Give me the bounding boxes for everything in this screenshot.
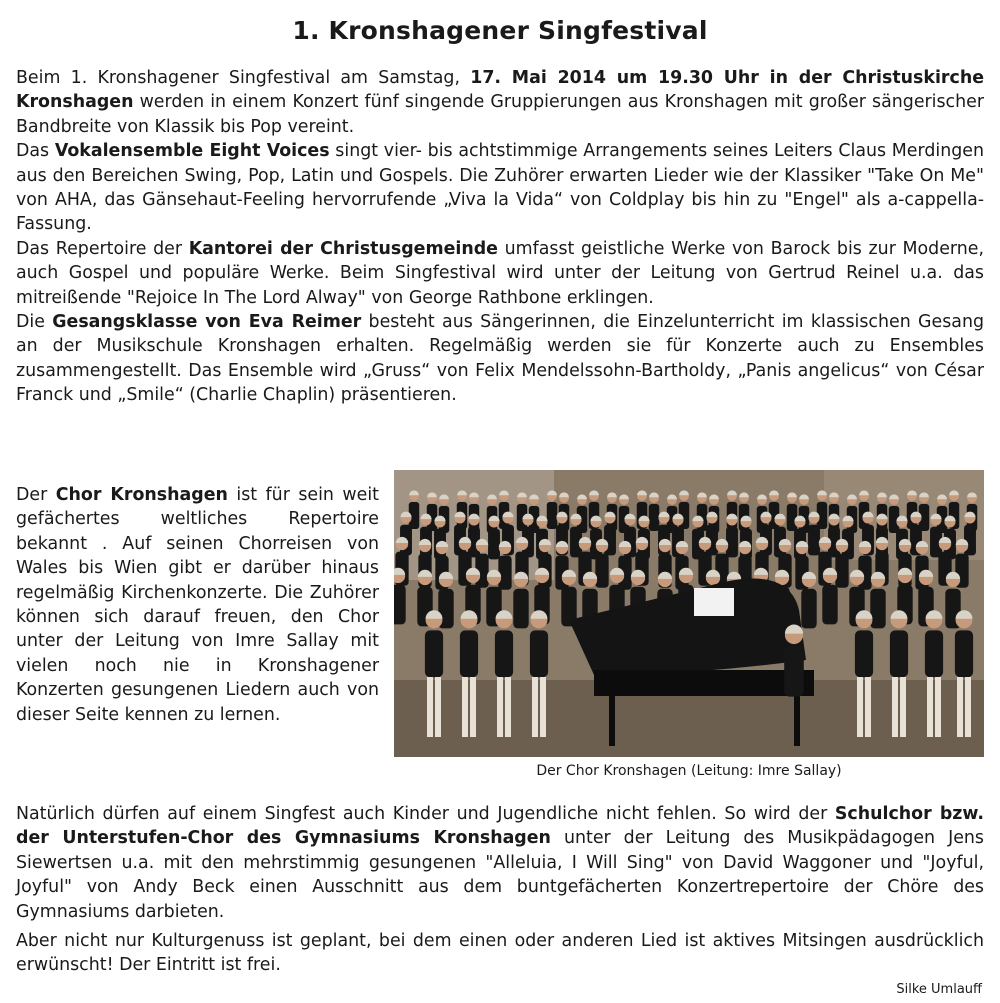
piano-leg: [794, 696, 800, 746]
highlight-kantorei: Kantorei der Christusgemeinde: [188, 238, 498, 259]
front-singer-7-leg: [965, 677, 971, 737]
paragraph-gesangsklasse: [16, 310, 984, 408]
front-singer-6-leg: [927, 677, 933, 737]
front-singer-4-leg: [857, 677, 863, 737]
choir-singer-9-body: [547, 502, 558, 529]
pianist-body: [784, 646, 804, 696]
highlight-date-venue: 17. Mai 2014 um 19.30 Uhr in der Christuskirche Kronshagen: [16, 68, 984, 113]
highlight-ensemble: Vokalensemble Eight Voices: [54, 141, 330, 162]
choir-singer-43-body: [488, 529, 500, 560]
paragraph-chor-kronshagen: [16, 483, 379, 727]
text: Die: [16, 312, 53, 333]
paragraph-kantorei: [16, 237, 984, 310]
choir-singer-25-body: [787, 504, 798, 531]
front-singer-7-leg: [957, 677, 963, 737]
intro-text: [16, 66, 984, 408]
text: Das Repertoire der: [16, 238, 189, 259]
text: besteht aus Sängerinnen, die Einzelunterricht im klassischen Gesang an der Musikschule Kronshagen erhalten. Regelmäßig werden sie für Konzerte auch zu Ensembles zusammengestellt. Das Ensemble wird „Gruss“ von Felix Mendelssohn-Bartholdy, „Panis angelicus“ von César Franck und „Smile“ (Charlie Chaplin) präsentieren.: [16, 312, 985, 406]
choir-singer-62-body: [808, 525, 820, 556]
paragraph-festival: [16, 66, 984, 139]
closing-text: [16, 802, 984, 978]
photo-caption: Der Chor Kronshagen (Leitung: Imre Sallay): [536, 763, 842, 779]
front-singer-4-body: [855, 630, 873, 677]
front-singer-7-body: [955, 630, 973, 677]
choir-singer-106-body: [513, 589, 528, 629]
choir-photo: [394, 470, 984, 757]
piano-keyboard-case: [594, 670, 814, 696]
page-title: 1. Kronshagener Singfestival: [292, 16, 708, 45]
front-singer-4-leg: [865, 677, 871, 737]
front-singer-2-leg: [505, 677, 511, 737]
paragraph-schulchor: [16, 802, 984, 924]
front-singer-1-body: [460, 630, 478, 677]
text: werden in einem Konzert fünf singende Gruppierungen aus Kronshagen mit großer sängerischer Bandbreite von Klassik bis Pop vereint.: [16, 92, 984, 137]
text: Das: [16, 141, 55, 162]
choir-singer-121-body: [870, 589, 885, 629]
text: umfasst geistliche Werke von Barock bis zur Moderne, auch Gospel und populäre Werke. Beim Singfestival wird unter der Leitung von Gertrud Reinel u.a. das mitreißende "Rejoice In The Lord Alway" von George Rathbone erklingen.: [16, 238, 985, 308]
front-singer-5-leg: [900, 677, 906, 737]
front-singer-5-leg: [892, 677, 898, 737]
highlight-gesangsklasse: Gesangsklasse von Eva Reimer: [52, 312, 362, 333]
front-singer-2-leg: [497, 677, 503, 737]
front-singer-6-leg: [935, 677, 941, 737]
paragraph-mitsingen: Aber nicht nur Kulturgenuss ist geplant, bei dem einen oder anderen Lied ist aktives Mitsingen ausdrücklich erwünscht! Der Eintritt ist frei.: [16, 931, 984, 976]
front-singer-2-body: [495, 630, 513, 677]
front-singer-5-body: [890, 630, 908, 677]
sheet-music: [694, 588, 734, 616]
text: Natürlich dürfen auf einem Singfest auch Kinder und Jugendliche nicht fehlen. So wird der: [16, 804, 835, 824]
piano-leg: [609, 696, 615, 746]
text: Der: [16, 485, 56, 505]
front-singer-0-body: [425, 630, 443, 677]
paragraph-eight-voices: [16, 139, 984, 237]
choir-singer-82-body: [595, 554, 608, 588]
front-singer-3-leg: [540, 677, 546, 737]
highlight-chor: Chor Kronshagen: [55, 485, 228, 505]
choir-singer-57-body: [726, 527, 738, 558]
text: singt vier- bis achtstimmige Arrangements seines Leiters Claus Merdingen aus den Bereichen Swing, Pop, Latin und Gospels. Die Zuhörer erwarten Lieder wie der Klassiker "Take On Me" von AHA, das Gänsehaut-Feeling hervorrufende „Viva la Vida“ von Coldplay bis hin zu "Engel" als a-cappella-Fassung.: [16, 141, 984, 235]
choir-singer-16-body: [649, 504, 660, 531]
front-singer-1-leg: [462, 677, 468, 737]
choir-singer-119-body: [822, 585, 837, 625]
text: ist für sein weit gefächertes weltliches Repertoire bekannt . Auf seinen Chorreisen von Wales bis Wien gibt er darüber hinaus regelmäßig Kirchenkonzerte. Die Zuhörer können sich darauf freuen, den Chor unter der Leitung von Imre Sallay mit vielen noch nie in Kronshagener Konzerten gesungenen Liedern auch von dieser Seite kennen zu lernen.: [16, 485, 379, 725]
text: unter der Leitung des Musikpädagogen Jens Siewertsen u.a. mit den mehrstimmig gesungenen "Alleluia, I Will Sing" von David Waggoner und "Joyful, Joyful" von Andy Beck einen Ausschnitt aus dem buntgefächerten Konzertrepertoire der Chöre des Gymnasiums darbieten.: [16, 828, 984, 922]
choir-photo-illustration: [394, 470, 984, 757]
choir-singer-101-body: [394, 585, 406, 625]
front-singer-3-leg: [532, 677, 538, 737]
front-singer-6-body: [925, 630, 943, 677]
text: Beim 1. Kronshagener Singfestival am Samstag,: [16, 68, 471, 88]
choir-singer-94-body: [835, 554, 848, 588]
author-signature: Silke Umlauff: [896, 982, 982, 997]
choir-singer-118-body: [801, 589, 816, 629]
front-singer-0-leg: [427, 677, 433, 737]
highlight-schulchor: Schulchor bzw. der Unterstufen-Chor des Gymnasiums Kronshagen: [16, 804, 984, 849]
front-singer-3-body: [530, 630, 548, 677]
choir-singer-77-body: [498, 556, 511, 590]
front-singer-0-leg: [435, 677, 441, 737]
front-singer-1-leg: [470, 677, 476, 737]
